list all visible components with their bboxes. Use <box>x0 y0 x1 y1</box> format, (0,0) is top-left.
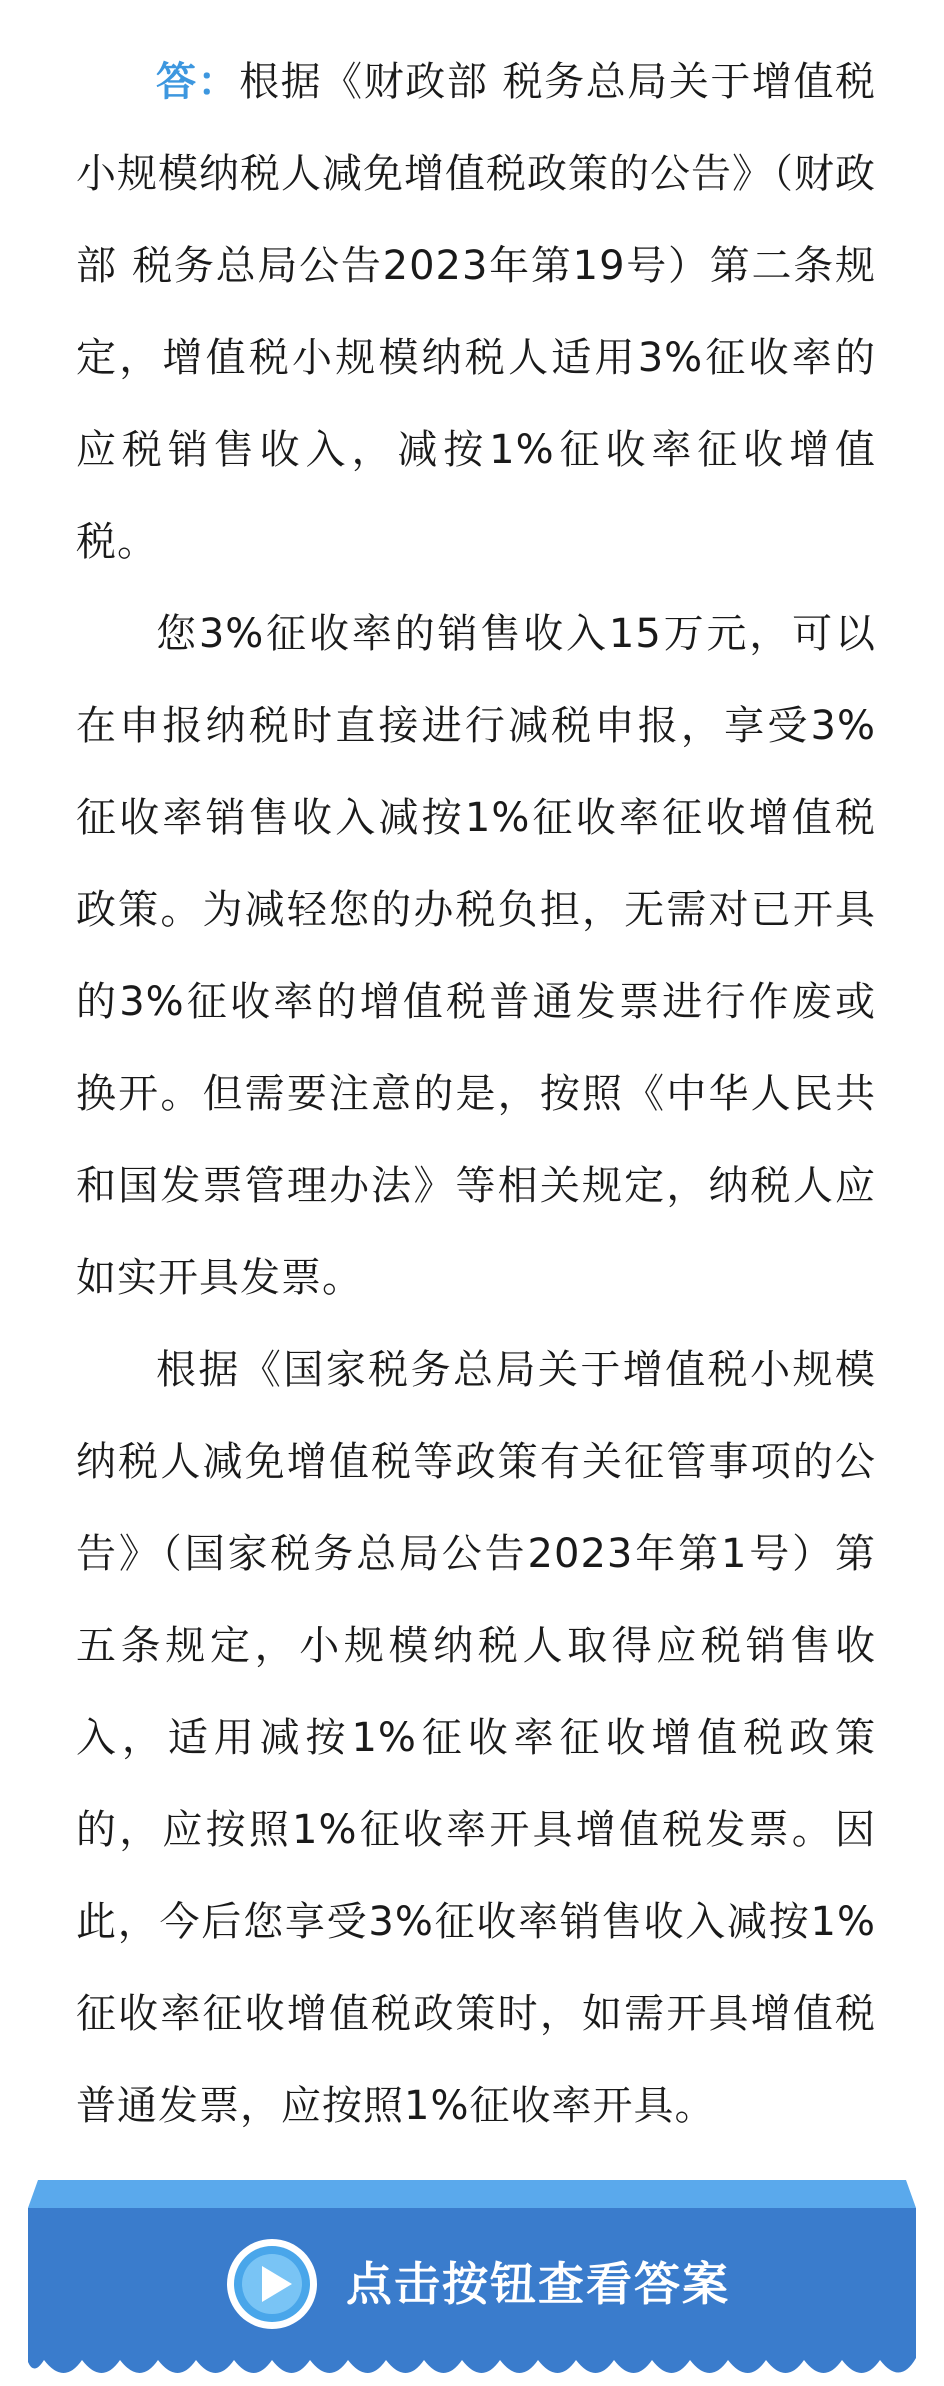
view-answer-banner[interactable] <box>28 2180 916 2386</box>
view-answer-label[interactable]: 点击按钮查看答案 <box>346 2257 730 2311</box>
play-button[interactable] <box>224 2236 320 2332</box>
answer-article <box>76 36 876 2152</box>
answer-paragraph-2: 您3%征收率的销售收入15万元，可以在申报纳税时直接进行减税申报，享受3%征收率销售收入减按1%征收率征收增值税政策。为减轻您的办税负担，无需对已开具的3%征收率的增值税普通发票进行作废或换开。但需要注意的是，按照《中华人民共和国发票管理办法》等相关规定，纳税人应如实开具发票。 <box>76 611 876 1301</box>
answer-label: 答： <box>156 59 240 105</box>
answer-paragraph-3: 根据《国家税务总局关于增值税小规模纳税人减免增值税等政策有关征管事项的公告》（国家税务总局公告2023年第1号）第五条规定，小规模纳税人取得应税销售收入，适用减按1%征收率征收增值税政策的，应按照1%征收率开具增值税发票。因此，今后您享受3%征收率销售收入减按1%征收率征收增值税政策时，如需开具增值税普通发票，应按照1%征收率开具。 <box>76 1347 876 2129</box>
answer-paragraph-1-text: 根据《财政部 税务总局关于增值税小规模纳税人减免增值税政策的公告》（财政部 税务总局公告2023年第19号）第二条规定，增值税小规模纳税人适用3%征收率的应税销售收入，减按1%征收率征收增值税。 <box>76 59 876 565</box>
banner-top-strip <box>28 2180 916 2208</box>
answer-paragraph-1 <box>76 36 876 588</box>
play-icon <box>224 2236 320 2332</box>
